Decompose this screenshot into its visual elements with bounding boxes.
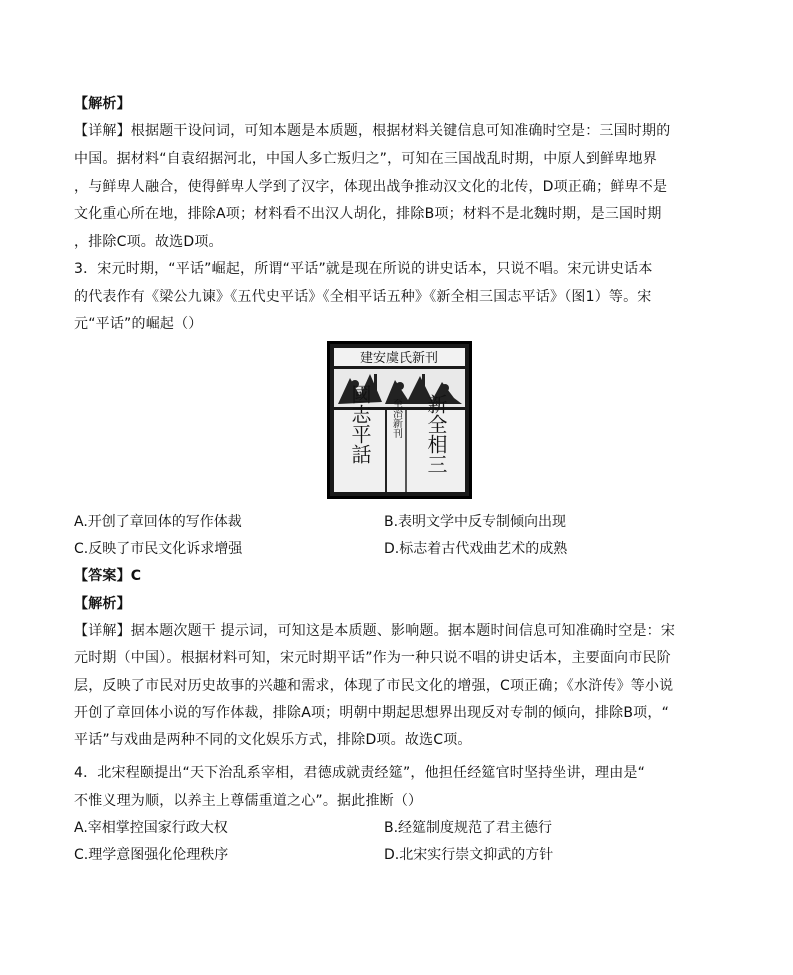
q3-option-a[interactable]: A.开创了章回体的写作体裁 [74, 514, 242, 530]
question-3-line: 的代表作有《梁公九谏》《五代史平话》《全相平话五种》《新全相三国志平话》（图1）等。宋 [74, 289, 652, 305]
detail-line: 【详解】据本题次题干 提示词，可知这是本质题、影响题。据本题时间信息可知准确时空是：宋 [74, 623, 676, 639]
cover-top-text: 建安虞氏新刊 [359, 351, 439, 366]
book-cover-image [327, 341, 472, 499]
analysis-heading: 【解析】 [74, 96, 131, 112]
detail-line: 平话”与戏曲是两种不同的文化娱乐方式，排除D项。故选C项。 [74, 732, 472, 748]
detail-line: 层，反映了市民对历史故事的兴趣和需求，体现了市民文化的增强，C项正确；《水浒传》等小说 [74, 678, 674, 694]
cover-small-text: 至治新刊 [390, 398, 402, 438]
cover-title-left: 國志平話 [348, 384, 372, 464]
answer-label: 【答案】C [74, 568, 142, 584]
q4-option-d[interactable]: D.北宋实行崇文抑武的方针 [384, 847, 554, 863]
q4-option-c[interactable]: C.理学意图强化伦理秩序 [74, 847, 229, 863]
q3-option-d[interactable]: D.标志着古代戏曲艺术的成熟 [384, 541, 568, 557]
analysis-heading: 【解析】 [74, 596, 131, 612]
detail-line: ，与鲜卑人融合，使得鲜卑人学到了汉字，体现出战争推动汉文化的北传，D项正确；鲜卑不是 [74, 179, 668, 195]
question-4-line: 4．北宋程颐提出“天下治乱系宰相，君德成就责经筵”，他担任经筵官时坚持坐讲，理由是“ [74, 765, 646, 781]
detail-line: 开创了章回体小说的写作体裁，排除A项；明朝中期起思想界出现反对专制的倾向，排除B项，“ [74, 705, 670, 721]
detail-line: 元时期（中国）。根据材料可知，宋元时期平话”作为一种只说不唱的讲史话本，主要面向市民阶 [74, 650, 671, 666]
q3-option-c[interactable]: C.反映了市民文化诉求增强 [74, 541, 243, 557]
q4-option-b[interactable]: B.经筵制度规范了君主德行 [384, 820, 553, 836]
question-4-line: 不惟义理为顺，以养主上尊儒重道之心”。据此推断（） [74, 793, 423, 809]
detail-line: 中国。据材料“自袁绍据河北，中国人多亡叛归之”，可知在三国战乱时期，中原人到鲜卑地界 [74, 151, 657, 167]
detail-line: 文化重心所在地，排除A项；材料看不出汉人胡化，排除B项；材料不是北魏时期，是三国时期 [74, 206, 662, 222]
question-3-line: 3．宋元时期，“平话”崛起，所谓“平话”就是现在所说的讲史话本，只说不唱。宋元讲史话本 [74, 261, 653, 277]
cover-title-right: 新全相三 [424, 394, 448, 474]
question-3-line: 元“平话”的崛起（） [74, 316, 203, 332]
detail-line: ，排除C项。故选D项。 [74, 234, 223, 250]
detail-line: 【详解】根据题干设问词，可知本题是本质题，根据材料关键信息可知准确时空是：三国时期的 [74, 123, 671, 139]
q3-option-b[interactable]: B.表明文学中反专制倾向出现 [384, 514, 567, 530]
q4-option-a[interactable]: A.宰相掌控国家行政大权 [74, 820, 228, 836]
